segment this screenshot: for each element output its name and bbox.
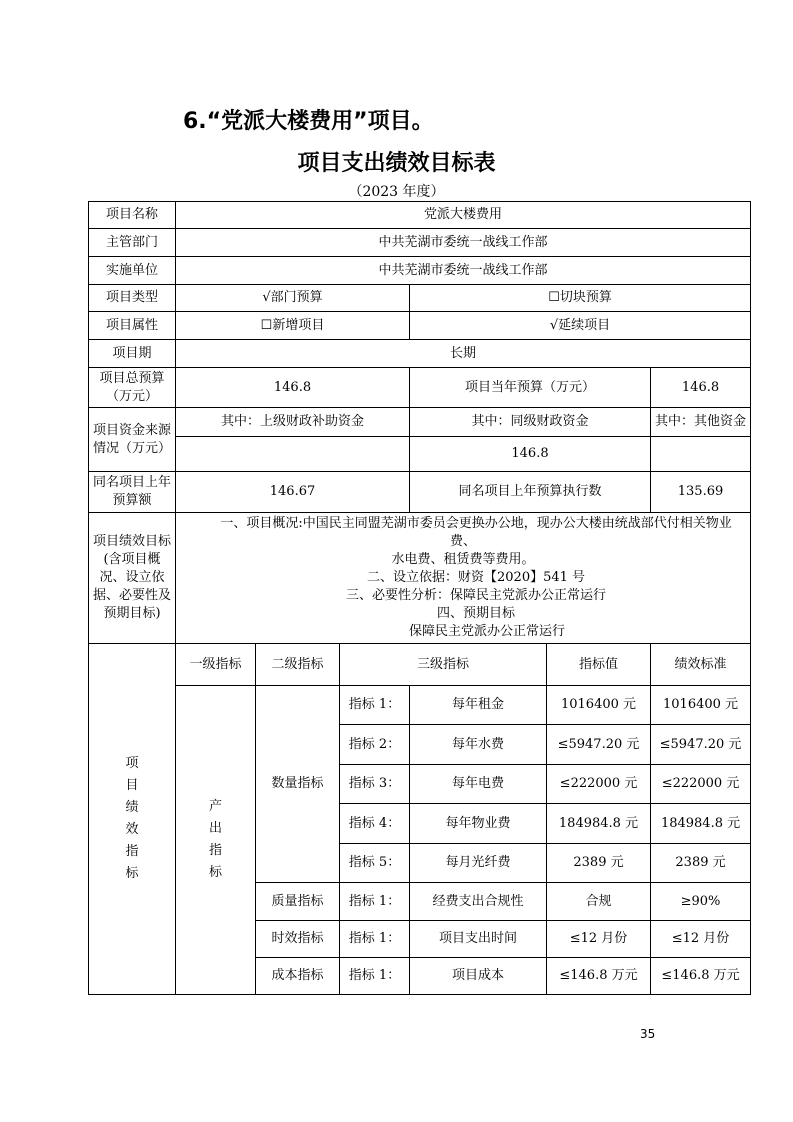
col-value: 指标值 xyxy=(547,644,651,686)
col-level1: 一级指标 xyxy=(176,644,256,686)
indicator-value: 合规 xyxy=(547,883,651,921)
indicator-no: 指标 1： xyxy=(340,921,410,958)
attr-option-new: ☐新增项目 xyxy=(176,312,410,340)
attr-label: 项目属性 xyxy=(89,312,176,340)
indicator-no: 指标 5： xyxy=(340,844,410,883)
table-row xyxy=(89,644,751,686)
indicator-name: 每年水费 xyxy=(410,725,547,765)
indicator-name: 每年电费 xyxy=(410,765,547,804)
indicator-standard: ≥90% xyxy=(651,883,751,921)
indicator-standard: 184984.8 元 xyxy=(651,804,751,844)
table-row xyxy=(89,340,751,368)
col-level2: 二级指标 xyxy=(256,644,340,686)
indicator-value: 1016400 元 xyxy=(547,686,651,725)
indicator-value: ≤5947.20 元 xyxy=(547,725,651,765)
desc-line: 水电费、租赁费等费用。 xyxy=(391,552,535,567)
level2-quality: 质量指标 xyxy=(256,883,340,921)
type-label: 项目类型 xyxy=(89,285,176,312)
prev-budget-label: 同名项目上年预算额 xyxy=(89,472,176,513)
table-row xyxy=(89,312,751,340)
table-row xyxy=(89,285,751,312)
indicator-name: 每年物业费 xyxy=(410,804,547,844)
table-row xyxy=(89,513,751,644)
desc-line: 保障民主党派办公正常运行 xyxy=(409,624,566,639)
level1-output xyxy=(176,686,256,995)
indicator-value: ≤12 月份 xyxy=(547,921,651,958)
dept-value: 中共芜湖市委统一战线工作部 xyxy=(176,229,751,257)
indicator-no: 指标 1： xyxy=(340,686,410,725)
indicator-value: 184984.8 元 xyxy=(547,804,651,844)
level2-time: 时效指标 xyxy=(256,921,340,958)
unit-label: 实施单位 xyxy=(89,257,176,285)
performance-desc-label: 项目绩效目标(含项目概况、设立依据、必要性及预期目标) xyxy=(89,513,176,644)
indicator-no: 指标 1： xyxy=(340,958,410,995)
fund-source-other: 其中：其他资金 xyxy=(651,408,751,437)
indicator-no: 指标 1： xyxy=(340,883,410,921)
level2-quantity: 数量指标 xyxy=(256,686,340,883)
table-row xyxy=(89,686,751,725)
table-title: 项目支出绩效目标表 xyxy=(297,151,496,176)
period-value: 长期 xyxy=(176,340,751,368)
prev-budget-value: 146.67 xyxy=(176,472,410,513)
indicator-standard: ≤5947.20 元 xyxy=(651,725,751,765)
fund-source-upper: 其中：上级财政补助资金 xyxy=(176,408,410,437)
indicator-name: 每月光纤费 xyxy=(410,844,547,883)
indicator-value: 2389 元 xyxy=(547,844,651,883)
desc-line: 二、设立依据：财资【2020】541 号 xyxy=(367,570,586,585)
indicator-no: 指标 2： xyxy=(340,725,410,765)
current-budget-label: 项目当年预算（万元） xyxy=(410,368,651,408)
table-row xyxy=(89,368,751,408)
level1-output-text: 产出指标 xyxy=(208,799,222,880)
indicator-standard: 1016400 元 xyxy=(651,686,751,725)
table-row xyxy=(89,472,751,513)
type-option-block: ☐切块预算 xyxy=(410,285,751,312)
unit-value: 中共芜湖市委统一战线工作部 xyxy=(176,257,751,285)
indicator-side-text: 项目绩效指标 xyxy=(125,756,139,881)
indicator-no: 指标 4： xyxy=(340,804,410,844)
type-option-dept: √部门预算 xyxy=(176,285,410,312)
fund-source-other-value xyxy=(651,437,751,472)
fund-source-same-level: 其中：同级财政资金 xyxy=(410,408,651,437)
indicator-standard: ≤222000 元 xyxy=(651,765,751,804)
performance-desc xyxy=(176,513,751,644)
indicator-name: 项目支出时间 xyxy=(410,921,547,958)
desc-line: 三、必要性分析：保障民主党派办公正常运行 xyxy=(346,588,607,603)
table-row xyxy=(89,408,751,437)
table-year: （2023 年度） xyxy=(348,184,445,200)
col-level3: 三级指标 xyxy=(340,644,547,686)
dept-label: 主管部门 xyxy=(89,229,176,257)
attr-option-continue: √延续项目 xyxy=(410,312,751,340)
indicator-no: 指标 3： xyxy=(340,765,410,804)
level2-cost: 成本指标 xyxy=(256,958,340,995)
indicator-name: 经费支出合规性 xyxy=(410,883,547,921)
page-number: 35 xyxy=(640,1027,656,1041)
indicator-standard: ≤146.8 万元 xyxy=(651,958,751,995)
indicator-side-label xyxy=(89,644,176,995)
indicator-standard: 2389 元 xyxy=(651,844,751,883)
table-row xyxy=(89,257,751,285)
total-budget-value: 146.8 xyxy=(176,368,410,408)
desc-line: 一、项目概况:中国民主同盟芜湖市委员会更换办公地，现办公大楼由统战部代付相关物业费、 xyxy=(220,516,732,549)
indicator-standard: ≤12 月份 xyxy=(651,921,751,958)
indicator-name: 每年租金 xyxy=(410,686,547,725)
indicator-value: ≤222000 元 xyxy=(547,765,651,804)
section-heading: 6.“党派大楼费用”项目。 xyxy=(183,109,434,134)
table-row xyxy=(89,202,751,229)
project-name-label: 项目名称 xyxy=(89,202,176,229)
project-name-value: 党派大楼费用 xyxy=(176,202,751,229)
table-row xyxy=(89,437,751,472)
table-row xyxy=(89,229,751,257)
prev-exec-label: 同名项目上年预算执行数 xyxy=(410,472,651,513)
fund-source-upper-value xyxy=(176,437,410,472)
desc-line: 四、预期目标 xyxy=(437,606,516,621)
fund-source-same-level-value: 146.8 xyxy=(410,437,651,472)
performance-target-table xyxy=(88,201,751,995)
fund-source-label: 项目资金来源情况（万元） xyxy=(89,408,176,472)
prev-exec-value: 135.69 xyxy=(651,472,751,513)
indicator-value: ≤146.8 万元 xyxy=(547,958,651,995)
col-standard: 绩效标准 xyxy=(651,644,751,686)
total-budget-label: 项目总预算（万元） xyxy=(89,368,176,408)
period-label: 项目期 xyxy=(89,340,176,368)
indicator-name: 项目成本 xyxy=(410,958,547,995)
current-budget-value: 146.8 xyxy=(651,368,751,408)
